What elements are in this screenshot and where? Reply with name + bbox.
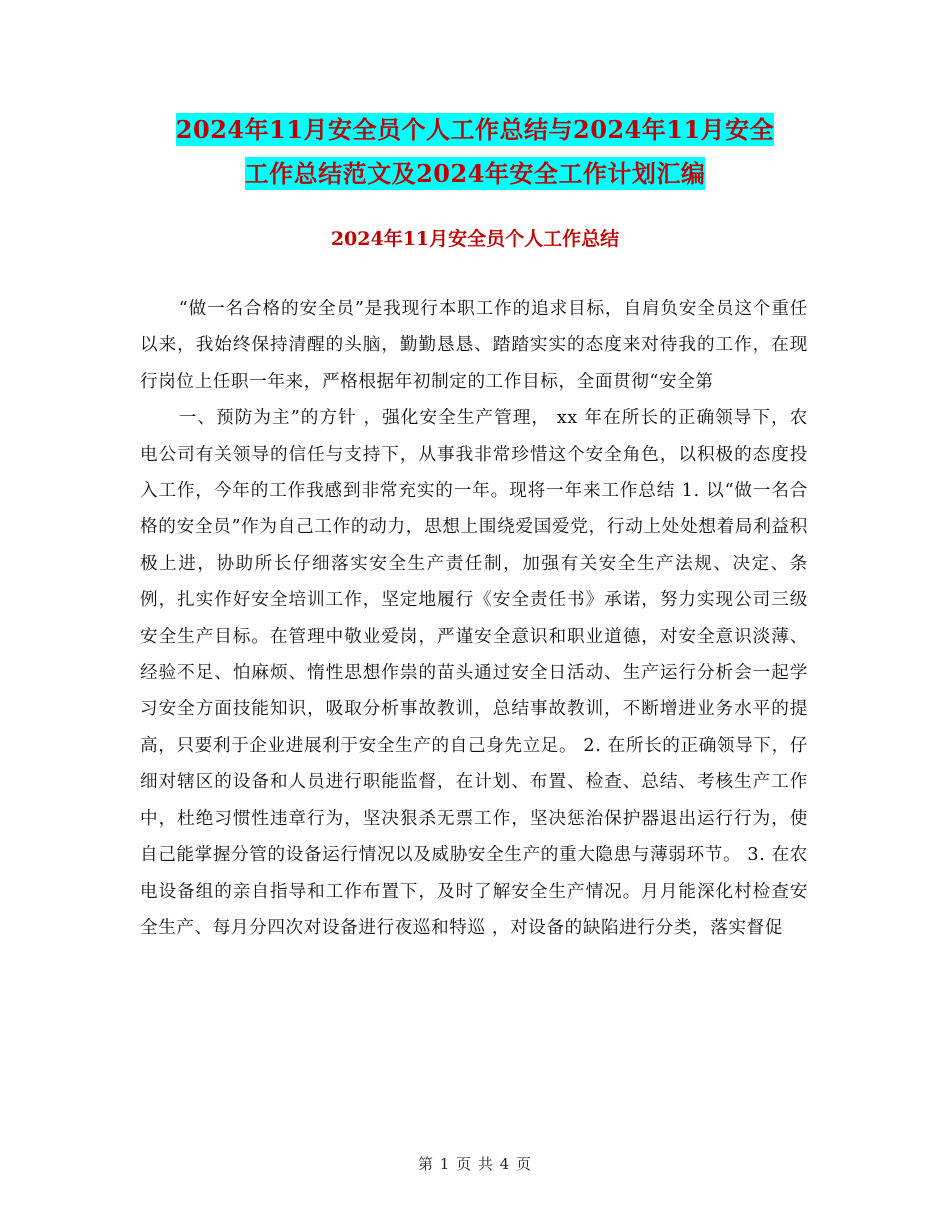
document-title-line-2: 工作总结范文及2024年安全工作计划汇编 <box>244 159 706 188</box>
body-paragraph-1: “做一名合格的安全员”是我现行本职工作的追求目标，自肩负安全员这个重任以来，我始终保持清醒的头脑，勤勤恳恳、踏踏实实的态度来对待我的工作，在现行岗位上任职一年来，严格根据年初制定的工作目标，全面贯彻“安全第 <box>140 299 808 392</box>
section-heading: 2024年11月安全员个人工作总结 <box>330 228 620 250</box>
document-body <box>140 291 808 946</box>
body-paragraph-2: 一、预防为主”的方针 ，强化安全生产管理， xx 年在所长的正确领导下，农电公司有关领导的信任与支持下，从事我非常珍惜这个安全角色，以积极的态度投入工作，今年的工作我感到非常充实的一年。现将一年来工作总结 1. 以“做一名合格的安全员”作为自己工作的动力，思想上围绕爱国爱党，行动上处处想着局利益积极上进，协助所长仔细落实安全生产责任制，加强有关安全生产法规、决定、条例，扎实作好安全培训工作，坚定地履行《安全责任书》承诺，努力实现公司三级安全生产目标。在管理中敬业爱岗，严谨安全意识和职业道德，对安全意识淡薄、经验不足、怕麻烦、惰性思想作祟的苗头通过安全日活动、生产运行分析会一起学习安全方面技能知识，吸取分析事故教训，总结事故教训，不断增进业务水平的提高，只要利于企业进展利于安全生产的自己身先立足。 2. 在所长的正确领导下，仔细对辖区的设备和人员进行职能监督，在计划、布置、检查、总结、考核生产工作中，杜绝习惯性违章行为，坚决狠杀无票工作，坚决惩治保护器退出运行行为，使自己能掌握分管的设备运行情况以及威胁安全生产的重大隐患与薄弱环节。 3. 在农电设备组的亲自指导和工作布置下，及时了解安全生产情况。月月能深化村检查安全生产、每月分四次对设备进行夜巡和特巡 ，对设备的缺陷进行分类，落实督促 <box>140 408 808 938</box>
document-title-line-1: 2024年11月安全员个人工作总结与2024年11月安全 <box>175 115 775 144</box>
page-footer: 第 1 页 共 4 页 <box>418 1155 532 1173</box>
document-title <box>120 108 830 196</box>
